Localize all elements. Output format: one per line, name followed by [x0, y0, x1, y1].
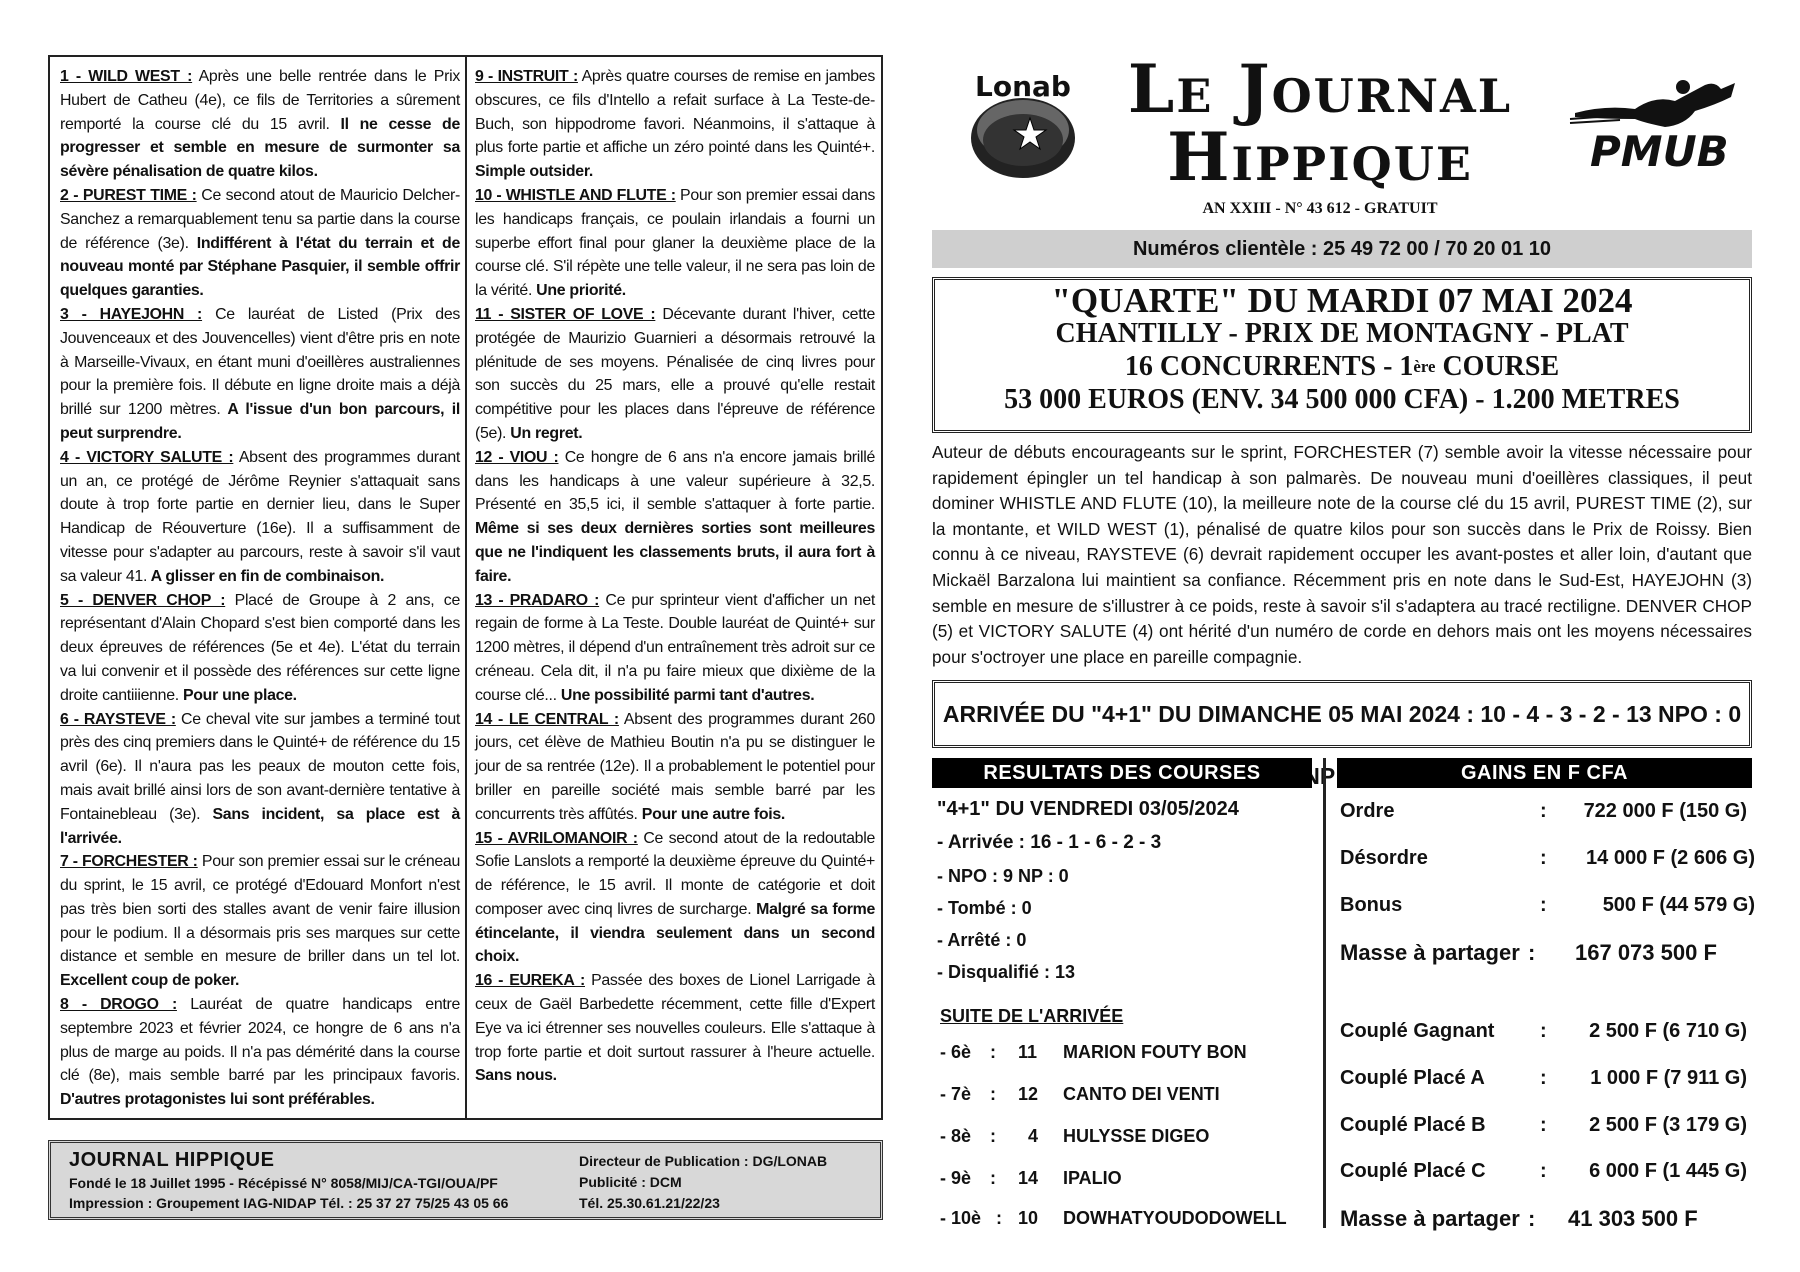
horse-heading: 16 - EUREKA : — [475, 972, 585, 990]
gain-value: 6 000 F (1 445 G) — [1589, 1160, 1747, 1182]
results-disqualified: - Disqualifié : 13 — [937, 962, 1076, 982]
gain-label: Couplé Gagnant — [1340, 1020, 1495, 1042]
ordinal-suffix: ère — [1413, 357, 1436, 376]
horse-entry — [60, 850, 460, 993]
results-header: RESULTATS DES COURSES — [932, 758, 1312, 788]
horse-text: Absent des programmes durant un an, ce protégé de Jérôme Reynier s'attaquait sans doute à trop forte partie en dernier lieu, dans le Super Handicap de Réouverture (16e). Il a suffisamment de vitesse pour s'adapter au parcours, reste à savoir s'il vaut sa valeur 41. — [60, 448, 460, 585]
gain-label: Ordre — [1340, 800, 1395, 822]
horse-entry — [475, 827, 875, 970]
horse-entry — [475, 969, 875, 1088]
suite-sep: : — [990, 1126, 996, 1146]
horse-verdict: Malgré sa forme étincelante, il viendra seulement dans un second choix. — [475, 900, 875, 966]
gain-sep: : — [1540, 1160, 1547, 1182]
horse-heading: 3 - HAYEJOHN : — [60, 305, 203, 323]
gain-value: 500 F (44 579 G) — [1602, 894, 1755, 916]
horse-verdict: Sans incident, sa place est à l'arrivée. — [60, 805, 460, 847]
horse-entry — [60, 303, 460, 446]
gain-value: 167 073 500 F — [1575, 940, 1717, 965]
results-race-title: "4+1" DU VENDREDI 03/05/2024 — [937, 798, 1239, 820]
horse-verdict: Indifférent à l'état du terrain et de nouveau monté par Stéphane Pasquier, il semble offrir quelques garanties. — [60, 234, 460, 300]
suite-title: SUITE DE L'ARRIVÉE — [940, 1006, 1124, 1026]
horse-heading: 14 - LE CENTRAL : — [475, 710, 619, 728]
horse-verdict: Sans nous. — [475, 1067, 557, 1085]
horse-verdict: Pour une place. — [178, 686, 297, 704]
suite-place: - 7è — [940, 1084, 972, 1104]
gain-value: 1 000 F (7 911 G) — [1590, 1067, 1747, 1089]
footer-title: JOURNAL HIPPIQUE — [69, 1149, 275, 1171]
horse-heading: 9 - INSTRUIT : — [475, 68, 578, 85]
suite-horse: HULYSSE DIGEO — [1063, 1126, 1210, 1146]
horse-text: Lauréat de quatre handicaps entre septembre 2023 et février 2024, ce hongre de 6 ans n'a plus de marge au poids. Il n'a pas démérité dans la course clé (8e), mais semble barré par les principaux favoris. — [60, 996, 460, 1085]
horse-entry — [475, 589, 875, 708]
horse-text: Passée des boxes de Lionel Larrigade à ceux de Gaël Barbedette récemment, cette fille d'Expert Eye va ici étrenner ses nouvelles couleurs. Elle s'attaque à trop forte partie et doit surtout rassurer à l'heure actuelle. — [475, 972, 875, 1061]
race-title: "QUARTE" DU MARDI 07 MAI 2024 — [1051, 281, 1633, 320]
horse-heading: 4 - VICTORY SALUTE : — [60, 448, 234, 466]
horse-text: Pour son premier essai sur le créneau du sprint, le 15 avril, ce protégé d'Edouard Monfort n'est pas très bien sorti des stalles avant de venir faire illusion pour le podium. Il a désormais pris ses marques sur cette distance et semble en mesure de briller dans un tel lot. — [60, 853, 460, 966]
customer-phone-bar: Numéros clientèle : 25 49 72 00 / 70 20 01 10 — [932, 230, 1752, 268]
footer-printing: Impression : Groupement IAG-NIDAP Tél. : 25 37 27 75/25 43 05 66 — [69, 1195, 509, 1211]
horse-heading: 10 - WHISTLE AND FLUTE : — [475, 186, 676, 204]
gain-label: Masse à partager — [1340, 940, 1520, 965]
newspaper-title — [1100, 50, 1540, 196]
horse-heading: 15 - AVRILOMANOIR : — [475, 829, 638, 847]
suite-horse: IPALIO — [1063, 1168, 1122, 1188]
suite-place: - 6è — [940, 1042, 972, 1062]
commentary-column-right — [475, 65, 875, 1088]
suite-place: - 10è — [940, 1208, 982, 1228]
suite-place: - 8è — [940, 1126, 972, 1146]
horse-entry — [60, 708, 460, 851]
horse-verdict: Excellent coup de poker. — [60, 972, 240, 990]
horse-text: Décevante durant l'hiver, cette protégée de Maurizio Guarnieri a désormais retrouvé la plénitude de ses moyens. Pénalisée de cinq livres pour son succès du 25 mars, elle a prouvé qu'elle restait compétitive pour les places dans l'épreuve de référence (5e). — [475, 305, 875, 442]
horse-text: Ce second atout de la redoutable Sofie Lanslots a remporté la deuxième épreuve du Quinté+ de référence, le 15 avril. Il monte de catégorie et doit composer avec cinq livres de surcharge. — [475, 829, 875, 918]
horse-verdict: A glisser en fin de combinaison. — [147, 567, 385, 585]
horse-text: Ce lauréat de Listed (Prix des Jouvenceaux et des Jouvencelles) vient d'être pris en note à Marseille-Vivaux, en étant muni d'oeillères australiennes pour la première fois. Il débute en ligne droite mais a déjà brillé sur 1200 mètres. — [60, 305, 461, 419]
horse-heading: 11 - SISTER OF LOVE : — [475, 305, 656, 323]
horse-text: Ce hongre de 6 ans n'a encore jamais brillé dans les handicaps à une valeur supérieure à 32,5. Présenté en 35,5 ici, il semble s'attaquer à forte partie. — [475, 448, 875, 514]
publication-footer — [48, 1140, 883, 1220]
gain-sep: : — [1540, 1067, 1547, 1089]
horse-entry — [475, 303, 875, 446]
horse-heading: 5 - DENVER CHOP : — [60, 591, 226, 609]
suite-number: 4 — [1028, 1126, 1039, 1146]
horse-heading: 13 - PRADARO : — [475, 591, 600, 609]
suite-sep: : — [990, 1084, 996, 1104]
suite-number: 10 — [1018, 1208, 1039, 1228]
horse-entry — [60, 446, 460, 589]
horse-text: Ce second atout de Mauricio Delcher-Sanchez a remarquablement tenu sa partie dans la course de référence (3e). — [60, 186, 460, 252]
horse-heading: 1 - WILD WEST : — [60, 68, 193, 85]
suite-sep: : — [990, 1042, 996, 1062]
gain-sep: : — [1540, 800, 1547, 822]
race-purse: 53 000 EUROS (ENV. 34 500 000 CFA) - 1.200 METRES — [1004, 384, 1680, 415]
suite-sep: : — [996, 1208, 1002, 1228]
horse-heading: 12 - VIOU : — [475, 448, 559, 466]
horse-entry — [475, 184, 875, 303]
horse-entry — [60, 184, 460, 303]
pmub-logo — [1565, 75, 1745, 175]
gain-label: Couplé Placé C — [1340, 1160, 1486, 1182]
gain-label: Bonus — [1340, 894, 1403, 916]
horse-heading: 2 - PUREST TIME : — [60, 186, 197, 204]
footer-advertising: Publicité : DCM — [579, 1174, 682, 1190]
prognosis-paragraph: Auteur de débuts encourageants sur le sprint, FORCHESTER (7) semble avoir la vitesse nécessaire pour rapidement épingler un tel handicap à son palmarès. De nouveau muni d'oeillères classiques, il peut dominer WHISTLE AND FLUTE (10), la meilleure note de la course clé du 15 avril, PUREST TIME (2), sur la montante, et WILD WEST (1), pénalisé de quatre kilos pour son succès dans le Prix de Roissy. Bien connu à ce niveau, RAYSTEVE (6) devrait rapidement occuper les avant-postes et aller loin, d'autant que Mickaël Barzalona lui maintient sa confiance. Récemment pris en note dans le Sud-Est, HAYEJOHN (3) semble en mesure de s'illustrer à ce poids, reste à savoir s'il s'adaptera au tracé rectiligne. DENVER CHOP (5) et VICTORY SALUTE (4) ont hérité d'un numéro de corde en dehors mais ont les moyens nécessaires pour s'octroyer une place en pareille compagnie. — [932, 442, 1752, 667]
horse-text: Pour son premier essai dans les handicaps français, ce poulain irlandais a fourni un superbe effort final pour glaner la deuxième place de la course clé. S'il répète une telle valeur, il ne sera pas loin de la vérité. — [475, 186, 876, 300]
gain-label: Couplé Placé A — [1340, 1067, 1485, 1089]
footer-founded: Fondé le 18 Juillet 1995 - Récépissé N° 8058/MIJ/CA-TGI/OUA/PF — [69, 1175, 498, 1191]
gain-sep: : — [1540, 1114, 1547, 1136]
suite-number: 12 — [1018, 1084, 1039, 1104]
horse-text: Ce pur sprinteur vient d'afficher un net regain de forme à La Teste. Double lauréat de Quinté+ sur 1200 mètres, il dépend d'un entraînement très adroit sur ce créneau. Cela dit, il n'a pu faire mieux que dixième de la course clé... — [475, 591, 875, 704]
horse-heading: 7 - FORCHESTER : — [60, 853, 198, 871]
results-fallen: - Tombé : 0 — [937, 898, 1032, 918]
suite-sep: : — [990, 1168, 996, 1188]
horse-heading: 6 - RAYSTEVE : — [60, 710, 176, 728]
arrival-box: ARRIVÉE DU "4+1" DU DIMANCHE 05 MAI 2024 : 10 - 4 - 3 - 2 - 13 NPO : 0 NP — [932, 680, 1752, 748]
results-divider — [1323, 758, 1326, 1228]
runners-text: 16 CONCURRENTS - 1 — [1124, 351, 1414, 382]
suite-horse: MARION FOUTY BON — [1063, 1042, 1247, 1062]
gain-value: 722 000 F (150 G) — [1583, 800, 1747, 822]
gains-header: GAINS EN F CFA — [1337, 758, 1752, 788]
gain-sep: : — [1540, 1020, 1547, 1042]
lonab-wordmark: Lonab — [975, 70, 1071, 103]
suite-number: 14 — [1018, 1168, 1039, 1188]
gain-label: Masse à partager — [1340, 1206, 1520, 1231]
horse-verdict: Une possibilité parmi tant d'autres. — [556, 686, 815, 704]
results-arrival: - Arrivée : 16 - 1 - 6 - 2 - 3 — [937, 832, 1162, 853]
horse-heading: 8 - DROGO : — [60, 996, 177, 1014]
suite-number: 11 — [1018, 1042, 1038, 1062]
gain-sep: : — [1540, 894, 1547, 916]
gain-sep: : — [1528, 940, 1536, 965]
horse-verdict: A l'issue d'un bon parcours, il peut surprendre. — [60, 401, 461, 442]
gain-value: 14 000 F (2 606 G) — [1586, 847, 1755, 869]
commentary-column-left — [60, 65, 460, 1112]
suite-horse: DOWHATYOUDODOWELL — [1063, 1208, 1287, 1228]
results-npo: - NPO : 9 NP : 0 — [937, 866, 1069, 886]
horse-verdict: Pour une autre fois. — [637, 805, 786, 823]
horse-text: Après une belle rentrée dans le Prix Hubert de Catheu (4e), ce fils de Territories a sûrement remporté la course clé du 15 avril. — [60, 68, 460, 133]
title-line-1: Le Journal — [1127, 50, 1513, 128]
column-divider — [465, 55, 467, 1120]
footer-phone: Tél. 25.30.61.21/22/23 — [579, 1195, 720, 1211]
horse-entry — [475, 65, 875, 184]
gain-sep: : — [1528, 1206, 1536, 1231]
horse-verdict: Une priorité. — [532, 282, 626, 300]
horse-verdict: Simple outsider. — [475, 163, 593, 181]
horse-text: Ce cheval vite sur jambes a terminé tout près des cinq premiers dans le Quinté+ de référence du 15 avril (6e). Il n'aura pas les peaux de mouton cette fois, mais avait brillé ainsi lors de son avant-dernière tentative à Fontainebleau (3e). — [60, 710, 460, 823]
jockey-horse-icon — [1565, 75, 1745, 135]
suite-horse: CANTO DEI VENTI — [1063, 1084, 1220, 1104]
horse-entry — [475, 708, 875, 827]
gain-label: Désordre — [1340, 847, 1428, 869]
horse-entry — [60, 589, 460, 708]
gain-label: Couplé Placé B — [1340, 1114, 1486, 1136]
horse-verdict: Un regret. — [506, 424, 583, 442]
horse-verdict: Même si ses deux dernières sorties sont meilleures que ne l'indiquent les classements bruts, il aura fort à faire. — [475, 520, 875, 585]
issue-number: AN XXIII - N° 43 612 - GRATUIT — [1202, 200, 1438, 217]
footer-director: Directeur de Publication : DG/LONAB — [579, 1153, 828, 1169]
horse-entry — [475, 446, 875, 589]
horse-entry — [60, 65, 460, 184]
horse-text: Absent des programmes durant 260 jours, cet élève de Mathieu Boutin n'a pu se distinguer le jour de sa rentrée (12e). Il a probablement le potentiel pour briller en pareille société mais semble barré par les concurrents très affûtés. — [475, 710, 875, 823]
pmub-wordmark: PMUB — [1590, 127, 1729, 176]
race-number-text: COURSE — [1435, 351, 1560, 382]
gain-value: 2 500 F (3 179 G) — [1589, 1114, 1747, 1136]
results-stopped: - Arrêté : 0 — [937, 930, 1027, 950]
horse-text: Après quatre courses de remise en jambes obscures, ce fils d'Intello a refait surface à La Teste-de-Buch, son hippodrome favori. Néanmoins, il s'attaque à plus forte partie et affiche un zéro pointé dans les Quinté+. — [475, 68, 875, 157]
gain-value: 2 500 F (6 710 G) — [1589, 1020, 1747, 1042]
horse-verdict: D'autres protagonistes lui sont préférables. — [60, 1091, 375, 1109]
title-line-2: Hippique — [1167, 118, 1473, 196]
gain-sep: : — [1540, 847, 1547, 869]
race-venue: CHANTILLY - PRIX DE MONTAGNY - PLAT — [1055, 318, 1629, 349]
lonab-logo — [968, 70, 1078, 180]
horse-entry — [60, 993, 460, 1112]
race-runners — [935, 350, 1749, 383]
horse-verdict: Il ne cesse de progresser et semble en mesure de surmonter sa sévère pénalisation de quatre kilos. — [60, 115, 460, 181]
suite-place: - 9è — [940, 1168, 972, 1188]
horse-text: Placé de Groupe à 2 ans, ce représentant d'Alain Chopard s'est bien comporté dans les deux épreuves de références (5e et 4e). L'état du terrain va lui convenir et il possède des références sur cette ligne droite cantiiienne. — [60, 591, 460, 704]
gain-value: 41 303 500 F — [1568, 1206, 1698, 1231]
race-info-box — [932, 277, 1752, 433]
